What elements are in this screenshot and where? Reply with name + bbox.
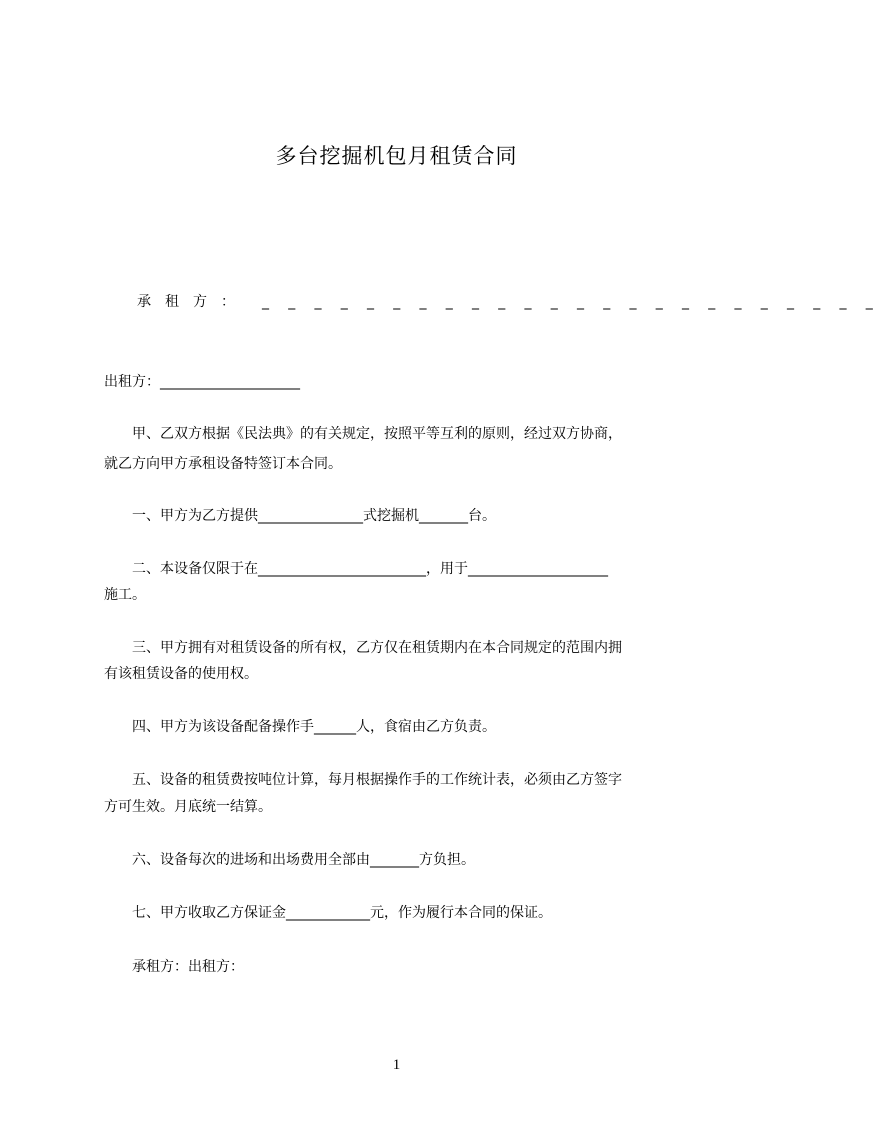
clause-6: 六、设备每次的进场和出场费用全部由_______方负担。 xyxy=(104,852,475,868)
clause-5-line-1: 五、设备的租赁费按吨位计算，每月根据操作手的工作统计表，必须由乙方签字 xyxy=(104,772,622,788)
intro-line-1: 甲、乙双方根据《民法典》的有关规定，按照平等互利的原则，经过双方协商， xyxy=(104,426,622,442)
clause-3-line-2: 有该租赁设备的使用权。 xyxy=(104,666,258,682)
lessor-line: 出租方：____________________ xyxy=(104,374,300,390)
signature-line: 承租方：出租方： xyxy=(104,959,244,975)
clause-7: 七、甲方收取乙方保证金____________元，作为履行本合同的保证。 xyxy=(104,905,552,921)
clause-2-line-2: 施工。 xyxy=(104,587,146,603)
intro-line-2: 就乙方向甲方承租设备特签订本合同。 xyxy=(104,456,342,472)
clause-1: 一、甲方为乙方提供_______________式挖掘机_______台。 xyxy=(104,508,496,524)
clause-3-line-1: 三、甲方拥有对租赁设备的所有权，乙方仅在租赁期内在本合同规定的范围内拥 xyxy=(104,640,622,656)
page-number: 1 xyxy=(392,1057,401,1073)
clause-2-line-1: 二、本设备仅限于在________________________，用于____________________ xyxy=(104,561,608,577)
clause-4: 四、甲方为该设备配备操作手______人，食宿由乙方负责。 xyxy=(104,719,496,735)
lessee-label: 承租方： xyxy=(137,294,249,310)
lessee-blank: _ _ _ _ _ _ _ _ _ _ _ _ _ _ _ _ _ _ _ _ _ _ _ _ xyxy=(262,294,880,310)
document-title: 多台挖掘机包月租赁合同 xyxy=(275,144,518,168)
clause-5-line-2: 方可生效。月底统一结算。 xyxy=(104,799,272,815)
